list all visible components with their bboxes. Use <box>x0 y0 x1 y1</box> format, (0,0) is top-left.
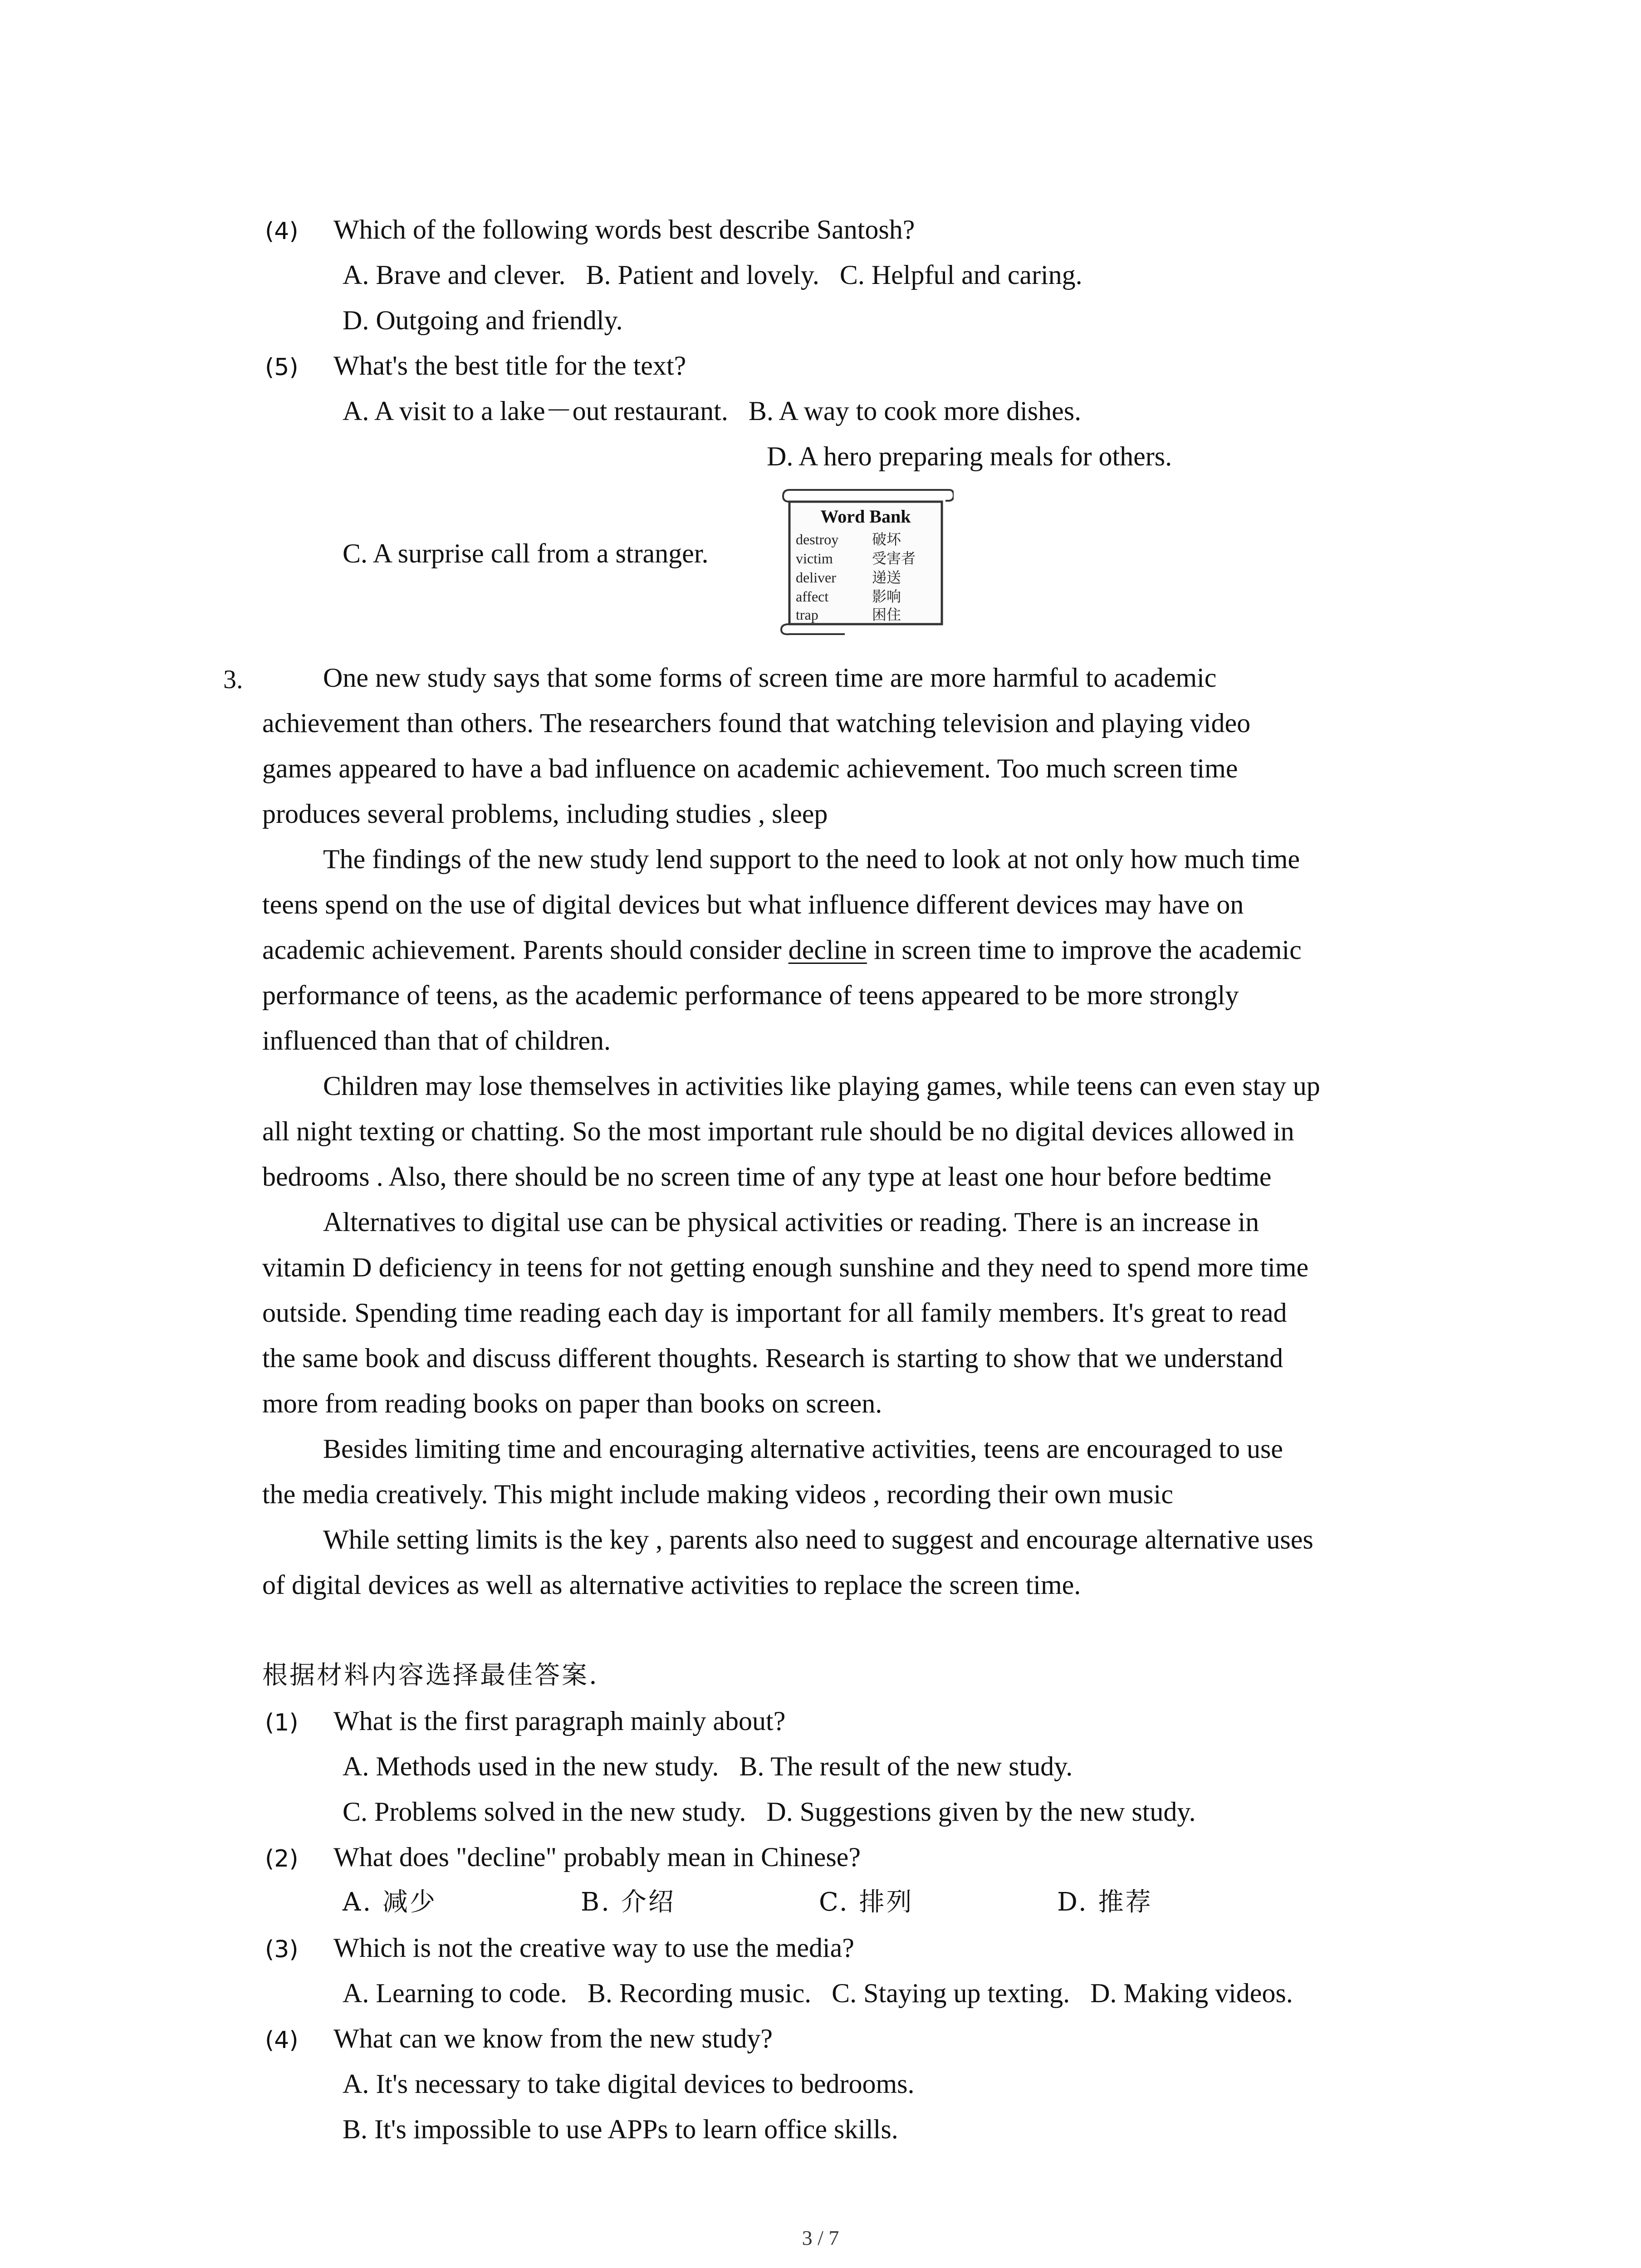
word-bank-cn: 破坏 <box>872 531 901 548</box>
passage-line: performance of teens, as the academic performance of teens appeared to be more strongly <box>262 980 1239 1010</box>
word-bank-en: trap <box>796 606 818 623</box>
options-line: D. Outgoing and friendly. <box>343 305 623 335</box>
option-c: C. A surprise call from a stranger. <box>343 538 709 568</box>
options-line: A. Brave and clever. B. Patient and lovely. C. Helpful and caring. <box>343 260 1083 290</box>
passage-line: all night texting or chatting. So the most important rule should be no digital devices allowed in <box>262 1116 1294 1146</box>
word-bank-en: affect <box>796 588 829 605</box>
passage-line: the media creatively. This might include making videos , recording their own music <box>262 1479 1173 1509</box>
question-number: (4) <box>265 218 299 245</box>
page-number: 3 / 7 <box>802 2226 839 2249</box>
options-line: B. It's impossible to use APPs to learn office skills. <box>343 2114 898 2144</box>
question-stem: What is the first paragraph mainly about? <box>333 1706 786 1736</box>
passage-text: academic achievement. Parents should consider <box>262 935 789 965</box>
question-number: (3) <box>265 1936 299 1963</box>
passage-line: produces several problems, including studies , sleep <box>262 799 828 829</box>
passage-line: games appeared to have a bad influence on academic achievement. Too much screen time <box>262 753 1238 783</box>
word-bank-cn: 受害者 <box>872 550 916 567</box>
word-bank-en: destroy <box>796 531 839 547</box>
passage-line: vitamin D deficiency in teens for not getting enough sunshine and they need to spend more time <box>262 1252 1309 1282</box>
word-bank-title: Word Bank <box>820 506 911 527</box>
passage-line: Besides limiting time and encouraging alternative activities, teens are encouraged to use <box>323 1434 1283 1464</box>
word-bank-en: victim <box>796 550 833 567</box>
word-bank-cn: 困住 <box>872 606 901 623</box>
option-b: B. 介绍 <box>581 1887 676 1917</box>
question-number: (5) <box>265 354 299 381</box>
question-stem: What's the best title for the text? <box>333 351 686 381</box>
passage-line: influenced than that of children. <box>262 1026 611 1056</box>
question-number: (1) <box>265 1709 299 1736</box>
passage-line: teens spend on the use of digital devices but what influence different devices may have on <box>262 890 1244 919</box>
question-stem: Which is not the creative way to use the media? <box>333 1933 854 1963</box>
option-d: D. 推荐 <box>1057 1887 1153 1917</box>
passage-line: outside. Spending time reading each day is important for all family members. It's great to read <box>262 1298 1287 1328</box>
passage-line: Children may lose themselves in activities like playing games, while teens can even stay up <box>323 1071 1320 1101</box>
question-stem: What can we know from the new study? <box>333 2024 773 2053</box>
question-stem: Which of the following words best describe Santosh? <box>333 215 915 244</box>
word-bank-scroll <box>777 486 954 636</box>
question-stem: What does "decline" probably mean in Chinese? <box>333 1842 861 1872</box>
options-line: A. Methods used in the new study. B. The result of the new study. <box>343 1751 1073 1781</box>
underlined-word-decline: decline <box>788 935 867 965</box>
passage-number: 3. <box>223 665 243 694</box>
option-d: D. A hero preparing meals for others. <box>767 441 1172 471</box>
instructions: 根据材料内容选择最佳答案. <box>262 1661 599 1690</box>
passage-line: While setting limits is the key , parents also need to suggest and encourage alternative uses <box>323 1525 1313 1554</box>
passage-line: The findings of the new study lend support to the need to look at not only how much time <box>323 844 1300 874</box>
passage-line: bedrooms . Also, there should be no screen time of any type at least one hour before bedtime <box>262 1162 1272 1192</box>
passage-line: more from reading books on paper than books on screen. <box>262 1388 882 1418</box>
options-line: A. A visit to a lake－out restaurant. B. A way to cook more dishes. <box>343 396 1082 426</box>
option-a: A. 减少 <box>343 1887 437 1917</box>
word-bank-cn: 递送 <box>872 569 901 586</box>
passage-line: achievement than others. The researchers found that watching television and playing video <box>262 708 1251 738</box>
passage-line: of digital devices as well as alternative activities to replace the screen time. <box>262 1570 1081 1600</box>
options-line: A. It's necessary to take digital devices to bedrooms. <box>343 2069 915 2099</box>
passage-line: One new study says that some forms of screen time are more harmful to academic <box>323 663 1217 693</box>
option-c: C. 排列 <box>819 1887 914 1917</box>
word-bank-cn: 影响 <box>872 588 901 605</box>
question-number: (2) <box>265 1845 299 1872</box>
passage-line: the same book and discuss different thoughts. Research is starting to show that we understand <box>262 1343 1283 1373</box>
options-line: A. Learning to code. B. Recording music. C. Staying up texting. D. Making videos. <box>343 1978 1293 2008</box>
passage-line: Alternatives to digital use can be physical activities or reading. There is an increase in <box>323 1207 1259 1237</box>
question-number: (4) <box>265 2027 299 2054</box>
passage-line <box>262 934 1302 966</box>
word-bank-en: deliver <box>796 569 836 586</box>
options-line: C. Problems solved in the new study. D. Suggestions given by the new study. <box>343 1797 1196 1827</box>
passage-text: in screen time to improve the academic <box>867 935 1302 965</box>
